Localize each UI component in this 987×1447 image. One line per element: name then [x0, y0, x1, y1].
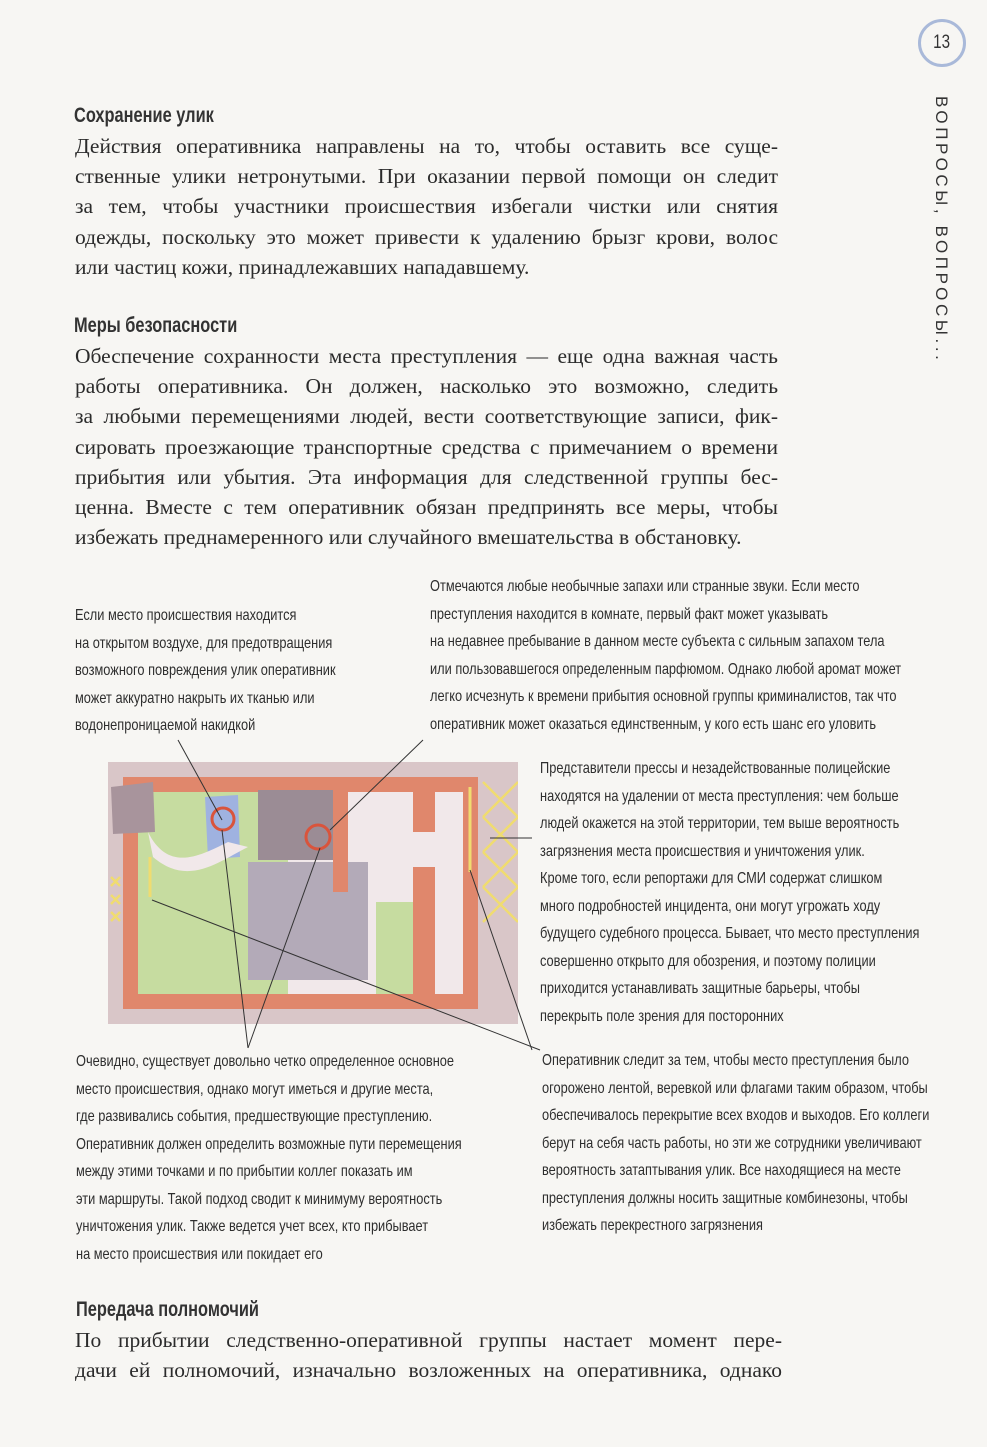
- text-line: между этими точками и по прибытии коллег показать им: [76, 1163, 413, 1180]
- text-line: Очевидно, существует довольно четко определенное основное: [76, 1053, 455, 1070]
- text-line: Оперативник должен определить возможные пути перемещения: [76, 1135, 462, 1153]
- text-line: может аккуратно накрыть их тканью или: [75, 689, 315, 707]
- heading-handover: Передача полномочий: [76, 1298, 259, 1321]
- text-line: совершенно открыто для обозрения, и поэтому полиции: [540, 952, 876, 970]
- inner-wall-top: [413, 792, 435, 832]
- text-line: место происшествия, однако могут иметься и другие места,: [76, 1080, 434, 1098]
- text-line: работы оперативника. Он должен, насколько это возможно, следить: [75, 374, 778, 399]
- text-line: на открытом воздухе, для предотвращения: [75, 634, 333, 652]
- text-line: приходится устанавливать защитные барьеры, чтобы: [540, 980, 860, 997]
- text-line: людей окажется на этой территории, тем выше вероятность: [540, 815, 900, 832]
- paragraph-safety: [75, 341, 778, 552]
- text-line: будущего судебного процесса. Бывает, что место преступления: [540, 925, 920, 942]
- text-line: перекрыть поле зрения для посторонних: [540, 1007, 784, 1025]
- text-line: уничтожения улик. Также ведется учет всех, кто прибывает: [76, 1218, 429, 1235]
- text-line: избежать преднамеренного или случайного вмешательства в обстановку.: [75, 525, 742, 550]
- caption-main-scene: [76, 1048, 462, 1268]
- bed: [248, 862, 368, 980]
- inner-wall: [413, 867, 435, 994]
- text-line: Обеспечение сохранности места преступления — еще одна важная часть: [75, 344, 778, 368]
- text-line: ценна. Вместе с тем оперативник обязан предпринять все меры, чтобы: [75, 494, 778, 519]
- text-line: где развивались события, предшествующие преступлению.: [76, 1108, 433, 1125]
- text-line: Отмечаются любые необычные запахи или странные звуки. Если место: [430, 578, 860, 595]
- caption-outdoor: [75, 602, 336, 740]
- text-line: обеспечивалось перекрытие всех входов и выходов. Его коллеги: [542, 1107, 930, 1124]
- text-line: за тем, чтобы участники происшествия избегали чистки или снятия: [75, 194, 778, 219]
- text-line: прибытия или убытия. Эта информация для следственной группы бес-: [75, 464, 778, 489]
- text-line: Представители прессы и незадействованные полицейские: [540, 760, 891, 777]
- text-line: сировать проезжающие транспортные средства с примечанием о времени: [75, 434, 778, 459]
- text-line: избежать перекрестного загрязнения: [542, 1217, 763, 1234]
- text-line: водонепроницаемой накидкой: [75, 717, 256, 734]
- page-number-text: 13: [933, 32, 951, 53]
- text-line: преступления находится в комнате, первый факт может указывать: [430, 605, 829, 623]
- crime-scene-illustration: [108, 762, 518, 1024]
- text-line: находятся на удалении от места преступления: чем больше: [540, 787, 899, 805]
- text-line: По прибытии следственно-оперативной группы настает момент пере-: [75, 1328, 782, 1352]
- text-line: берут на себя часть работы, но эти же сотрудники увеличивают: [542, 1134, 922, 1152]
- text-line: эти маршруты. Такой подход сводит к минимуму вероятность: [76, 1190, 443, 1208]
- text-line: преступления должны носить защитные комбинезоны, чтобы: [542, 1189, 908, 1207]
- text-line: за любыми перемещениями людей, вести соответствующие записи, фик-: [75, 404, 778, 429]
- text-line: загрязнения места происшествия и уничтожения улик.: [540, 842, 865, 860]
- text-line: Действия оперативника направлены на то, чтобы оставить все суще-: [75, 134, 778, 158]
- page-number: [918, 19, 966, 67]
- text-line: или частиц кожи, принадлежавших нападавшему.: [75, 254, 530, 279]
- text-line: на недавнее пребывание в данном месте субъекта с сильным запахом тела: [430, 633, 885, 650]
- paragraph-evidence: [75, 131, 778, 282]
- text-line: Кроме того, если репортажи для СМИ содержат слишком: [540, 870, 883, 887]
- partition: [333, 792, 348, 892]
- text-line: или пользовавшегося определенным парфюмом. Однако любой аромат может: [430, 660, 902, 678]
- text-line: Оперативник следит за тем, чтобы место преступления было: [542, 1052, 909, 1069]
- text-line: вероятность затаптывания улик. Все находящиеся на месте: [542, 1162, 901, 1179]
- caption-smells: [430, 573, 901, 738]
- armchair: [111, 782, 155, 834]
- text-line: на место происшествия или покидает его: [76, 1245, 323, 1263]
- text-line: Если место происшествия находится: [75, 607, 297, 624]
- text-line: одежды, поскольку это может привести к удалению брызг крови, волос: [75, 224, 778, 249]
- text-line: много подробностей инцидента, они могут угрожать ходу: [540, 897, 881, 915]
- caption-press: [540, 755, 919, 1030]
- text-line: оперативник может оказаться единственным, у кого есть шанс его уловить: [430, 715, 877, 733]
- text-line: легко исчезнуть к времени прибытия основной группы криминалистов, так что: [430, 688, 897, 705]
- caption-cordon: [542, 1047, 929, 1240]
- text-line: возможного повреждения улик оперативник: [75, 662, 336, 679]
- paragraph-handover: [75, 1325, 782, 1385]
- heading-safety: Меры безопасности: [74, 314, 238, 337]
- text-line: дачи ей полномочий, изначально возложенных на оперативника, однако: [75, 1358, 782, 1383]
- text-line: огорожено лентой, веревкой или флагами таким образом, чтобы: [542, 1079, 928, 1097]
- text-line: ственные улики нетронутыми. При оказании первой помощи он следит: [75, 164, 778, 189]
- running-title: ВОПРОСЫ, ВОПРОСЫ...: [932, 96, 951, 364]
- heading-evidence: Сохранение улик: [74, 104, 214, 127]
